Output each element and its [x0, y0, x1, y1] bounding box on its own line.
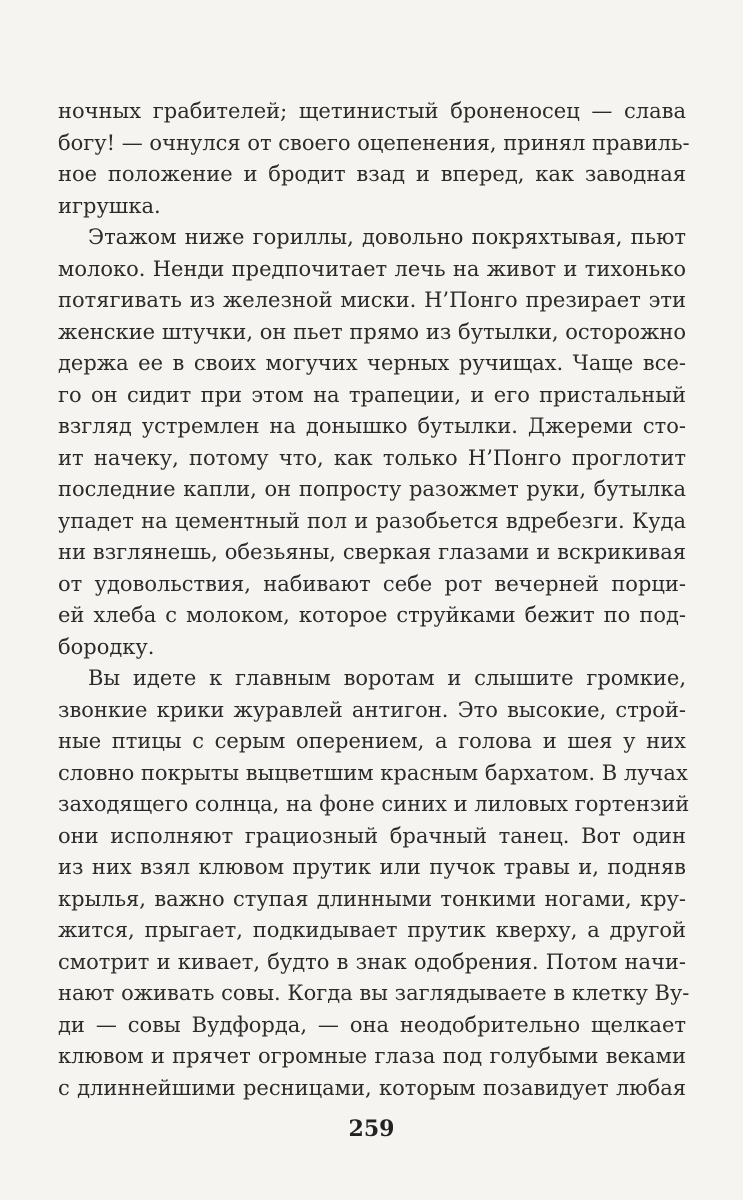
text-line: с длиннейшими ресницами, которым позавидует любая — [58, 1075, 686, 1100]
text-line: ни взглянешь, обезьяны, сверкая глазами и вскрикивая — [58, 540, 686, 564]
text-line: Этажом ниже гориллы, довольно покряхтывая, пьют — [88, 225, 686, 249]
text-line: звонкие крики журавлей антигон. Это высокие, строй- — [58, 697, 686, 722]
text-line: ночных грабителей; щетинистый броненосец — слава — [58, 99, 686, 123]
text-line: заходящего солнца, на фоне синих и лиловых гортензий — [58, 792, 690, 816]
text-line: молоко. Нeнди предпочитает лечь на живот и тихонько — [58, 256, 686, 281]
text-line: женские штучки, он пьет прямо из бутылки, осторожно — [58, 319, 686, 344]
text-line: крылья, важно ступая длинными тонкими ногами, кру- — [58, 886, 686, 911]
text-line: потягивать из железной миски. Н’Понго презирает эти — [58, 288, 686, 312]
text-line: они исполняют грациозный брачный танец. Вот один — [58, 823, 686, 848]
text-line: клювом и прячет огромные глаза под голубыми веками — [58, 1044, 686, 1068]
text-line: последние капли, он попросту разожмет руки, бутылка — [58, 477, 686, 501]
text-line: смотрит и кивает, будто в знак одобрения. Потом начи- — [58, 949, 686, 974]
text-line: держа ее в своих могучих черных ручищах. Чаще все- — [58, 351, 686, 375]
text-line: нают оживать совы. Когда вы заглядываете в клетку Ву- — [58, 981, 690, 1005]
text-line: ит начеку, потому что, как только Н’Понго проглотит — [58, 445, 686, 470]
text-line: ные птицы с серым оперением, а голова и шея у них — [58, 729, 686, 753]
text-line: богу! — очнулся от своего оцепенения, принял правиль- — [58, 130, 690, 155]
body-text — [58, 96, 690, 1104]
text-line: из них взял клювом прутик или пучок травы и, подняв — [58, 855, 686, 879]
text-line: ди — совы Вудфорда, — она неодобрительно щелкает — [58, 1012, 686, 1037]
text-line: от удовольствия, набивают себе рот вечерней порци- — [58, 571, 686, 596]
text-line: словно покрыты выцветшим красным бархатом. В лучах — [58, 760, 688, 785]
text-line: бородку. — [58, 634, 155, 659]
page-number: 259 — [348, 1116, 395, 1142]
text-line: Вы идете к главным воротам и слышите громкие, — [88, 666, 686, 690]
text-line: взгляд устремлен на донышко бутылки. Джереми сто- — [58, 414, 686, 438]
text-line: упадет на цементный пол и разобьется вдребезги. Куда — [58, 508, 686, 533]
text-line: ей хлеба с молоком, которое струйками бежит по под- — [58, 603, 686, 627]
text-line: жится, прыгает, подкидывает прутик кверху, а другой — [58, 918, 686, 942]
text-line: игрушка. — [58, 193, 161, 218]
text-line: го он сидит при этом на трапеции, и его пристальный — [58, 382, 686, 407]
text-line: ное положение и бродит взад и вперед, как заводная — [58, 162, 686, 186]
